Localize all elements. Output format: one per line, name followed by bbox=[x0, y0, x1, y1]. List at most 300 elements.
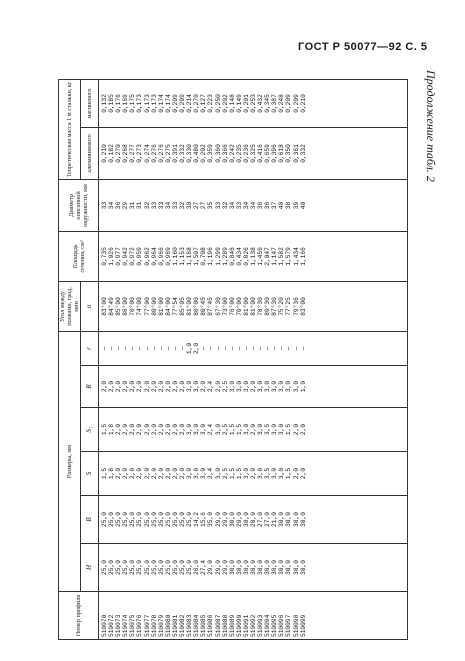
table-cell-profile-21: 510092 bbox=[249, 614, 257, 637]
table-cell-aluminum-26: 0,350 bbox=[285, 144, 293, 163]
table-cell-magnesium-5: 0,173 bbox=[136, 94, 144, 113]
table-cell-magnesium-12: 0,214 bbox=[186, 94, 194, 113]
table-cell-r-8: — bbox=[157, 346, 165, 351]
table-cell-angle-20: 81°00 bbox=[242, 297, 250, 316]
table-cell-diameter-27: 39 bbox=[292, 201, 300, 210]
table-cell-profile-14: 510085 bbox=[200, 614, 208, 637]
table-cell-area-9: 0,969 bbox=[164, 247, 172, 266]
table-cell-area-19: 0,434 bbox=[235, 247, 243, 266]
h-column bbox=[99, 544, 408, 592]
table-cell-R-14: 2,0 bbox=[200, 380, 208, 393]
table-cell-B-21: 20,0 bbox=[249, 512, 257, 527]
table-cell-profile-13: 510084 bbox=[193, 614, 201, 637]
table-cell-B-11: 25,0 bbox=[179, 512, 187, 527]
table-cell-magnesium-17: 0,202 bbox=[221, 94, 229, 113]
table-cell-r-24: — bbox=[271, 346, 279, 351]
magnesium-column bbox=[99, 79, 408, 127]
table-wrapper bbox=[58, 80, 408, 640]
table-cell-r-28: — bbox=[299, 346, 307, 351]
table-cell-magnesium-28: 0,210 bbox=[299, 94, 307, 113]
table-cell-magnesium-26: 0,209 bbox=[285, 94, 293, 113]
table-cell-S1-7: 2,0 bbox=[150, 423, 158, 436]
table-cell-area-16: 1,299 bbox=[214, 247, 222, 266]
table-cell-r-21: — bbox=[249, 346, 257, 351]
table-cell-S-4: 2,0 bbox=[129, 467, 137, 480]
table-cell-S1-19: 1,5 bbox=[235, 423, 243, 436]
table-cell-diameter-2: 36 bbox=[115, 201, 123, 210]
table-cell-profile-26: 510097 bbox=[285, 614, 293, 637]
table-cell-r-13: 2,0 bbox=[193, 342, 201, 355]
table-cell-aluminum-8: 0,276 bbox=[157, 144, 165, 163]
table-cell-aluminum-14: 0,202 bbox=[200, 144, 208, 163]
table-cell-area-20: 0,826 bbox=[242, 247, 250, 266]
table-cell-area-17: 1,289 bbox=[221, 247, 229, 266]
table-cell-area-11: 1,153 bbox=[179, 247, 187, 266]
table-cell-H-14: 27,4 bbox=[200, 560, 208, 575]
header-r: r bbox=[81, 331, 99, 365]
table-cell-area-24: 1,147 bbox=[271, 247, 279, 266]
table-cell-area-25: 1,582 bbox=[278, 247, 286, 266]
table-cell-angle-14: 80°45 bbox=[200, 297, 208, 316]
table-cell-area-21: 1,138 bbox=[249, 247, 257, 266]
table-cell-aluminum-6: 0,274 bbox=[143, 144, 151, 163]
table-cell-angle-27: 79°36 bbox=[292, 297, 300, 316]
table-cell-aluminum-27: 0,361 bbox=[292, 144, 300, 163]
table-cell-profile-25: 510096 bbox=[278, 614, 286, 637]
table-cell-diameter-4: 31 bbox=[129, 201, 137, 210]
table-cell-B-18: 30,0 bbox=[228, 512, 236, 527]
table-cell-B-9: 25,0 bbox=[164, 512, 172, 527]
table-cell-angle-23: 80°30 bbox=[264, 297, 272, 316]
table-cell-diameter-12: 30 bbox=[186, 201, 194, 210]
table-cell-area-28: 1,166 bbox=[299, 247, 307, 266]
table-cell-S-16: 3,0 bbox=[214, 467, 222, 480]
table-cell-H-7: 25,0 bbox=[150, 560, 158, 575]
profile-table bbox=[58, 79, 408, 640]
table-cell-aluminum-5: 0,273 bbox=[136, 144, 144, 163]
table-cell-R-9: 2,0 bbox=[164, 380, 172, 393]
table-cell-magnesium-3: 0,169 bbox=[122, 94, 130, 113]
table-cell-angle-18: 76°00 bbox=[228, 297, 236, 316]
table-cell-profile-0: 510070 bbox=[101, 614, 108, 637]
table-cell-H-17: 29,0 bbox=[221, 560, 229, 575]
table-cell-magnesium-2: 0,176 bbox=[115, 94, 123, 113]
table-cell-r-9: — bbox=[164, 346, 172, 351]
table-cell-aluminum-3: 0,268 bbox=[122, 144, 130, 163]
angle-column bbox=[99, 281, 408, 331]
table-cell-diameter-26: 38 bbox=[285, 201, 293, 210]
table-cell-magnesium-10: 0,209 bbox=[171, 94, 179, 113]
table-cell-R-7: 2,0 bbox=[150, 380, 158, 393]
table-cell-diameter-21: 34 bbox=[249, 201, 257, 210]
table-cell-H-20: 30,0 bbox=[242, 560, 250, 575]
header-dimensions: Размеры, мм bbox=[59, 331, 81, 591]
table-cell-R-24: 3,0 bbox=[271, 380, 279, 393]
table-cell-R-0: 2,0 bbox=[101, 380, 108, 393]
table-cell-H-16: 29,0 bbox=[214, 560, 222, 575]
table-cell-R-3: 2,0 bbox=[122, 380, 130, 393]
table-cell-r-5: — bbox=[136, 346, 144, 351]
table-cell-S-8: 2,0 bbox=[157, 467, 165, 480]
table-cell-H-10: 25,0 bbox=[171, 560, 179, 575]
table-cell-r-15: — bbox=[207, 346, 215, 351]
table-cell-H-2: 25,0 bbox=[115, 560, 123, 575]
table-cell-area-18: 0,846 bbox=[228, 247, 236, 266]
table-cell-profile-15: 510086 bbox=[207, 614, 215, 637]
table-cell-R-25: 3,0 bbox=[278, 380, 286, 393]
table-cell-B-13: 14,2 bbox=[193, 512, 201, 527]
table-cell-magnesium-4: 0,175 bbox=[129, 94, 137, 113]
table-cell-magnesium-0: 0,132 bbox=[101, 94, 108, 113]
table-cell-r-25: — bbox=[278, 346, 286, 351]
table-cell-area-5: 0,959 bbox=[136, 247, 144, 266]
table-cell-diameter-25: 40 bbox=[278, 201, 286, 210]
header-mass: Теоретическая масса 1 м стальки, кг bbox=[59, 79, 81, 179]
table-cell-r-16: — bbox=[214, 346, 222, 351]
table-cell-H-4: 25,0 bbox=[129, 560, 137, 575]
table-cell-r-19: — bbox=[235, 346, 243, 351]
table-cell-magnesium-23: 0,345 bbox=[264, 94, 272, 113]
table-cell-B-4: 25,0 bbox=[129, 512, 137, 527]
table-cell-aluminum-17: 0,366 bbox=[221, 144, 229, 163]
table-cell-profile-28: 510099 bbox=[299, 614, 307, 637]
table-cell-r-20: — bbox=[242, 346, 250, 351]
table-cell-r-3: — bbox=[122, 346, 130, 351]
table-cell-angle-1: 84°49 bbox=[108, 297, 116, 316]
table-cell-B-14: 15,6 bbox=[200, 512, 208, 527]
table-cell-magnesium-8: 0,174 bbox=[157, 94, 165, 113]
table-cell-aluminum-9: 0,275 bbox=[164, 144, 172, 163]
table-cell-diameter-8: 33 bbox=[157, 201, 165, 210]
table-cell-profile-5: 510076 bbox=[136, 614, 144, 637]
table-cell-H-23: 30,0 bbox=[264, 560, 272, 575]
table-cell-profile-4: 510075 bbox=[129, 614, 137, 637]
table-cell-S1-2: 2,0 bbox=[115, 423, 123, 436]
table-cell-S1-1: 1,8 bbox=[108, 423, 116, 436]
table-cell-aluminum-15: 0,359 bbox=[207, 144, 215, 163]
table-cell-magnesium-11: 0,209 bbox=[179, 94, 187, 113]
table-cell-diameter-5: 31 bbox=[136, 201, 144, 210]
table-cell-area-3: 0,942 bbox=[122, 247, 130, 266]
table-cell-B-16: 29,0 bbox=[214, 512, 222, 527]
table-cell-S1-17: 2,5 bbox=[221, 423, 229, 436]
b-column bbox=[99, 496, 408, 544]
table-cell-S-14: 3,0 bbox=[200, 467, 208, 480]
table-cell-magnesium-7: 0,173 bbox=[150, 94, 158, 113]
table-cell-diameter-10: 33 bbox=[171, 201, 179, 210]
table-cell-S1-24: 3,0 bbox=[271, 423, 279, 436]
table-cell-magnesium-6: 0,173 bbox=[143, 94, 151, 113]
table-cell-diameter-14: 27 bbox=[200, 201, 208, 210]
diameter-column bbox=[99, 179, 408, 231]
header-S: S bbox=[81, 452, 99, 496]
table-cell-aluminum-0: 0,210 bbox=[101, 144, 108, 163]
table-cell-diameter-23: 36 bbox=[264, 201, 272, 210]
table-cell-S1-26: 1,5 bbox=[285, 423, 293, 436]
table-cell-S1-8: 2,0 bbox=[157, 423, 165, 436]
table-cell-S-7: 2,0 bbox=[150, 467, 158, 480]
table-cell-area-14: 0,708 bbox=[200, 247, 208, 266]
profile-column bbox=[99, 592, 408, 640]
table-cell-diameter-11: 32 bbox=[179, 201, 187, 210]
table-cell-R-28: 1,0 bbox=[299, 380, 307, 393]
table-cell-diameter-6: 32 bbox=[143, 201, 151, 210]
table-cell-S1-11: 2,0 bbox=[179, 423, 187, 436]
table-cell-profile-8: 510079 bbox=[157, 614, 165, 637]
table-cell-magnesium-14: 0,127 bbox=[200, 94, 208, 113]
table-cell-angle-4: 70°00 bbox=[129, 297, 137, 316]
table-cell-S-28: 2,0 bbox=[299, 467, 307, 480]
table-cell-H-27: 30,0 bbox=[292, 560, 300, 575]
table-cell-angle-26: 77°25 bbox=[285, 297, 293, 316]
rotated-table-container bbox=[58, 80, 408, 640]
table-cell-profile-9: 510080 bbox=[164, 614, 172, 637]
table-cell-r-0: — bbox=[101, 346, 108, 351]
table-cell-r-4: — bbox=[129, 346, 137, 351]
table-cell-H-9: 25,0 bbox=[164, 560, 172, 575]
table-cell-magnesium-16: 0,250 bbox=[214, 94, 222, 113]
table-cell-angle-7: 80°00 bbox=[150, 297, 158, 316]
table-cell-r-11: — bbox=[179, 346, 187, 351]
table-cell-angle-6: 77°00 bbox=[143, 297, 151, 316]
table-cell-profile-12: 510083 bbox=[186, 614, 194, 637]
table-cell-H-18: 30,0 bbox=[228, 560, 236, 575]
table-cell-R-12: 3,0 bbox=[186, 380, 194, 393]
table-cell-H-28: 30,0 bbox=[299, 560, 307, 575]
area-column bbox=[99, 231, 408, 281]
table-cell-B-17: 29,0 bbox=[221, 512, 229, 527]
table-cell-S-12: 3,0 bbox=[186, 467, 194, 480]
r-outer-column bbox=[99, 366, 408, 408]
table-cell-angle-2: 85°00 bbox=[115, 297, 123, 316]
table-cell-profile-19: 510090 bbox=[235, 614, 243, 637]
table-cell-B-23: 27,0 bbox=[264, 512, 272, 527]
table-cell-S-19: 1,5 bbox=[235, 467, 243, 480]
table-cell-profile-16: 510087 bbox=[214, 614, 222, 637]
table-cell-diameter-3: 29 bbox=[122, 201, 130, 210]
table-cell-aluminum-2: 0,270 bbox=[115, 144, 123, 163]
table-cell-S-3: 2,0 bbox=[122, 467, 130, 480]
table-cell-aluminum-4: 0,277 bbox=[129, 144, 137, 163]
s-column bbox=[99, 452, 408, 496]
table-cell-diameter-24: 37 bbox=[271, 201, 279, 210]
table-cell-r-12: 1,0 bbox=[186, 342, 194, 355]
table-cell-aluminum-25: 0,618 bbox=[278, 144, 286, 163]
table-cell-R-15: 2,4 bbox=[207, 380, 215, 393]
table-cell-H-19: 30,0 bbox=[235, 560, 243, 575]
table-cell-S-18: 1,5 bbox=[228, 467, 236, 480]
table-cell-r-1: — bbox=[108, 346, 116, 351]
table-cell-S-17: 2,5 bbox=[221, 467, 229, 480]
table-cell-r-22: — bbox=[257, 346, 265, 351]
table-cell-R-8: 2,0 bbox=[157, 380, 165, 393]
table-cell-magnesium-21: 0,253 bbox=[249, 94, 257, 113]
table-cell-magnesium-15: 0,223 bbox=[207, 94, 215, 113]
table-cell-H-1: 25,0 bbox=[108, 560, 116, 575]
table-cell-R-20: 3,0 bbox=[242, 380, 250, 393]
table-cell-aluminum-23: 0,659 bbox=[264, 144, 272, 163]
table-cell-area-22: 1,459 bbox=[257, 247, 265, 266]
table-cell-S1-27: 2,0 bbox=[292, 423, 300, 436]
table-cell-diameter-13: 27 bbox=[193, 201, 201, 210]
table-cell-r-23: — bbox=[264, 346, 272, 351]
table-cell-angle-17: 73°00 bbox=[221, 297, 229, 316]
table-cell-angle-5: 74°00 bbox=[136, 297, 144, 316]
table-cell-S1-13: 3,0 bbox=[193, 423, 201, 436]
table-cell-B-26: 30,0 bbox=[285, 512, 293, 527]
table-cell-R-6: 2,0 bbox=[143, 380, 151, 393]
table-cell-profile-18: 510089 bbox=[228, 614, 236, 637]
table-cell-profile-11: 510082 bbox=[179, 614, 187, 637]
table-cell-S-11: 2,0 bbox=[179, 467, 187, 480]
table-cell-r-17: — bbox=[221, 346, 229, 351]
table-cell-S1-5: 2,0 bbox=[136, 423, 144, 436]
table-cell-angle-0: 83°00 bbox=[101, 297, 108, 316]
table-cell-aluminum-12: 0,330 bbox=[186, 144, 194, 163]
table-cell-angle-24: 87°30 bbox=[271, 297, 279, 316]
table-cell-S1-20: 3,0 bbox=[242, 423, 250, 436]
table-cell-B-7: 25,0 bbox=[150, 512, 158, 527]
table-cell-r-27: — bbox=[292, 346, 300, 351]
table-cell-diameter-20: 34 bbox=[242, 201, 250, 210]
table-cell-diameter-17: 32 bbox=[221, 201, 229, 210]
table-cell-R-5: 2,0 bbox=[136, 380, 144, 393]
table-cell-angle-25: 75°20 bbox=[278, 297, 286, 316]
table-cell-B-8: 25,0 bbox=[157, 512, 165, 527]
table-cell-B-28: 30,0 bbox=[299, 512, 307, 527]
table-cell-r-2: — bbox=[115, 346, 123, 351]
aluminum-column bbox=[99, 127, 408, 179]
table-cell-profile-1: 510072 bbox=[108, 614, 116, 637]
table-cell-magnesium-22: 0,432 bbox=[257, 94, 265, 113]
table-cell-profile-6: 510077 bbox=[143, 614, 151, 637]
table-cell-angle-11: 85°05 bbox=[179, 297, 187, 316]
table-cell-S1-21: 2,0 bbox=[249, 423, 257, 436]
table-cell-area-7: 0,964 bbox=[150, 247, 158, 266]
table-cell-angle-10: 77°54 bbox=[171, 297, 179, 316]
table-cell-S-25: 3,0 bbox=[278, 467, 286, 480]
table-cell-S-27: 2,0 bbox=[292, 467, 300, 480]
s1-column bbox=[99, 408, 408, 452]
table-cell-magnesium-19: 0,149 bbox=[235, 94, 243, 113]
table-continuation-label: Продолжение табл. 2 bbox=[424, 70, 438, 182]
table-cell-S1-15: 2,4 bbox=[207, 423, 215, 436]
table-cell-S-1: 1,8 bbox=[108, 467, 116, 480]
table-cell-area-13: 1,507 bbox=[193, 247, 201, 266]
table-cell-S1-12: 3,0 bbox=[186, 423, 194, 436]
table-cell-r-18: — bbox=[228, 346, 236, 351]
table-cell-area-0: 0,735 bbox=[101, 247, 108, 266]
table-cell-aluminum-7: 0,276 bbox=[150, 144, 158, 163]
table-cell-r-7: — bbox=[150, 346, 158, 351]
header-magnesium: магниевого bbox=[81, 79, 99, 127]
table-cell-S1-6: 2,0 bbox=[143, 423, 151, 436]
table-cell-S1-18: 1,5 bbox=[228, 423, 236, 436]
table-cell-aluminum-1: 0,182 bbox=[108, 144, 116, 163]
table-cell-profile-7: 510078 bbox=[150, 614, 158, 637]
table-cell-profile-22: 510093 bbox=[257, 614, 265, 637]
header-R: R bbox=[81, 366, 99, 408]
table-cell-H-13: 26,0 bbox=[193, 560, 201, 575]
table-cell-B-3: 25,0 bbox=[122, 512, 130, 527]
table-cell-R-10: 2,0 bbox=[171, 380, 179, 393]
table-cell-S-20: 3,0 bbox=[242, 467, 250, 480]
page-header: ГОСТ Р 50077—92 С. 5 bbox=[298, 41, 428, 53]
table-cell-S-5: 2,0 bbox=[136, 467, 144, 480]
table-cell-angle-13: 80°00 bbox=[193, 297, 201, 316]
table-cell-H-0: 25,0 bbox=[101, 560, 108, 575]
table-cell-aluminum-16: 0,360 bbox=[214, 144, 222, 163]
header-S1: S₁ bbox=[81, 408, 99, 452]
table-cell-aluminum-22: 0,416 bbox=[257, 144, 265, 163]
header-area: Площадь сечения, см² bbox=[59, 231, 99, 281]
table-cell-H-12: 25,0 bbox=[186, 560, 194, 575]
table-cell-magnesium-13: 0,270 bbox=[193, 94, 201, 113]
table-cell-diameter-9: 34 bbox=[164, 201, 172, 210]
table-cell-magnesium-24: 0,387 bbox=[271, 94, 279, 113]
table-cell-H-5: 25,0 bbox=[136, 560, 144, 575]
table-cell-area-8: 0,966 bbox=[157, 247, 165, 266]
table-cell-aluminum-18: 0,242 bbox=[228, 144, 236, 163]
table-cell-B-5: 25,0 bbox=[136, 512, 144, 527]
table-cell-R-21: 2,0 bbox=[249, 380, 257, 393]
table-cell-profile-27: 510098 bbox=[292, 614, 300, 637]
table-cell-R-1: 2,0 bbox=[108, 380, 116, 393]
header-diameter: Диаметр описанной окружности, мм bbox=[59, 179, 99, 231]
header-angle: Угол между полками, град, мин bbox=[59, 281, 81, 331]
table-cell-H-21: 30,0 bbox=[249, 560, 257, 575]
header-alpha: α bbox=[81, 281, 99, 331]
table-cell-R-13: 3,0 bbox=[193, 380, 201, 393]
table-cell-diameter-15: 35 bbox=[207, 201, 215, 210]
table-cell-R-26: 3,0 bbox=[285, 380, 293, 393]
table-cell-diameter-7: 33 bbox=[150, 201, 158, 210]
table-cell-diameter-1: 34 bbox=[108, 201, 116, 210]
table-cell-S-21: 2,0 bbox=[249, 467, 257, 480]
table-cell-S1-25: 3,0 bbox=[278, 423, 286, 436]
table-cell-R-18: 3,0 bbox=[228, 380, 236, 393]
header-H: H bbox=[81, 544, 99, 592]
table-cell-B-15: 35,0 bbox=[207, 512, 215, 527]
table-cell-diameter-19: 33 bbox=[235, 201, 243, 210]
table-cell-B-22: 27,0 bbox=[257, 512, 265, 527]
table-cell-B-19: 20,0 bbox=[235, 512, 243, 527]
table-cell-H-24: 30,0 bbox=[271, 560, 279, 575]
table-cell-aluminum-28: 0,332 bbox=[299, 144, 307, 163]
table-cell-r-26: — bbox=[285, 346, 293, 351]
table-cell-H-26: 30,0 bbox=[285, 560, 293, 575]
table-cell-S1-0: 1,5 bbox=[101, 423, 108, 436]
table-cell-H-15: 29,0 bbox=[207, 560, 215, 575]
table-cell-S1-23: 3,5 bbox=[264, 423, 272, 436]
table-cell-r-14: — bbox=[200, 346, 208, 351]
table-cell-H-22: 30,0 bbox=[257, 560, 265, 575]
table-cell-S1-10: 2,0 bbox=[171, 423, 179, 436]
table-cell-S1-9: 2,0 bbox=[164, 423, 172, 436]
table-cell-angle-9: 84°00 bbox=[164, 297, 172, 316]
table-cell-S-6: 2,0 bbox=[143, 467, 151, 480]
table-cell-S1-16: 3,0 bbox=[214, 423, 222, 436]
table-cell-magnesium-9: 0,174 bbox=[164, 94, 172, 113]
table-cell-magnesium-18: 0,148 bbox=[228, 94, 236, 113]
table-cell-diameter-16: 33 bbox=[214, 201, 222, 210]
table-cell-area-10: 1,160 bbox=[171, 247, 179, 266]
table-cell-S-9: 2,0 bbox=[164, 467, 172, 480]
table-cell-area-4: 0,972 bbox=[129, 247, 137, 266]
table-cell-aluminum-19: 0,235 bbox=[235, 144, 243, 163]
table-cell-R-2: 2,0 bbox=[115, 380, 123, 393]
table-cell-angle-19: 70°00 bbox=[235, 297, 243, 316]
